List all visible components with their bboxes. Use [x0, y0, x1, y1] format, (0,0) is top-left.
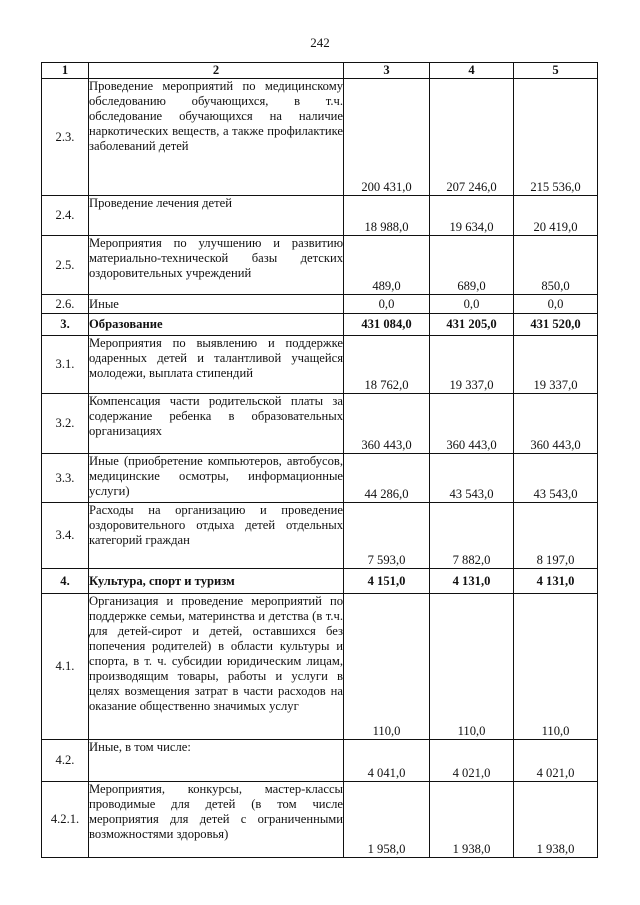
column-header: 3	[344, 63, 430, 79]
table-header-row	[42, 63, 598, 79]
row-description: Организация и проведение мероприятий по поддержке семьи, материнства и детства (в т.ч. для детей-сирот и детей, оставшихся без попечения родителей) в области культуры и спорта, в т. ч. субсидии юридическим лицам, производящим товары, работы и услуги в целях возмещения затрат в части расходов на оказание общественно значимых услуг	[89, 594, 344, 740]
value-col5: 43 543,0	[514, 454, 598, 503]
row-description: Расходы на организацию и проведение оздоровительного отдыха детей отдельных категорий граждан	[89, 503, 344, 569]
row-description: Образование	[89, 314, 344, 336]
row-description: Мероприятия по улучшению и развитию материально-технической базы детских оздоровительных учреждений	[89, 236, 344, 295]
value-col4: 1 938,0	[430, 782, 514, 858]
column-header: 1	[42, 63, 89, 79]
table-row	[42, 295, 598, 314]
row-description: Иные (приобретение компьютеров, автобусов, медицинские осмотры, информационные услуги)	[89, 454, 344, 503]
value-col5: 4 131,0	[514, 569, 598, 594]
table-row	[42, 236, 598, 295]
value-col5: 20 419,0	[514, 196, 598, 236]
row-number: 4.1.	[42, 594, 89, 740]
row-number: 3.	[42, 314, 89, 336]
page-number: 242	[310, 35, 330, 50]
value-col4: 689,0	[430, 236, 514, 295]
value-col5: 0,0	[514, 295, 598, 314]
value-col3: 200 431,0	[344, 79, 430, 196]
value-col4: 43 543,0	[430, 454, 514, 503]
value-col4: 7 882,0	[430, 503, 514, 569]
row-number: 2.5.	[42, 236, 89, 295]
row-description: Компенсация части родительской платы за содержание ребенка в образовательных организациях	[89, 394, 344, 454]
table-row	[42, 594, 598, 740]
row-description: Мероприятия по выявлению и поддержке одаренных детей и талантливой учащейся молодежи, выплата стипендий	[89, 336, 344, 394]
table-row	[42, 740, 598, 782]
value-col5: 4 021,0	[514, 740, 598, 782]
value-col3: 1 958,0	[344, 782, 430, 858]
table-row	[42, 196, 598, 236]
row-number: 3.2.	[42, 394, 89, 454]
column-header: 4	[430, 63, 514, 79]
value-col4: 110,0	[430, 594, 514, 740]
value-col4: 360 443,0	[430, 394, 514, 454]
value-col3: 110,0	[344, 594, 430, 740]
table-row	[42, 79, 598, 196]
row-number: 4.	[42, 569, 89, 594]
value-col3: 431 084,0	[344, 314, 430, 336]
value-col3: 489,0	[344, 236, 430, 295]
table-row	[42, 314, 598, 336]
row-description: Проведение мероприятий по медицинскому обследованию обучающихся, в т.ч. обследование обучающихся на наличие наркотических веществ, а также профилактике заболеваний детей	[89, 79, 344, 196]
value-col3: 18 762,0	[344, 336, 430, 394]
column-header: 5	[514, 63, 598, 79]
value-col3: 4 151,0	[344, 569, 430, 594]
budget-table	[41, 62, 598, 858]
value-col3: 360 443,0	[344, 394, 430, 454]
row-number: 3.1.	[42, 336, 89, 394]
table-row	[42, 503, 598, 569]
table-row	[42, 394, 598, 454]
value-col5: 215 536,0	[514, 79, 598, 196]
row-number: 4.2.1.	[42, 782, 89, 858]
value-col4: 19 634,0	[430, 196, 514, 236]
value-col4: 0,0	[430, 295, 514, 314]
row-number: 2.3.	[42, 79, 89, 196]
value-col5: 360 443,0	[514, 394, 598, 454]
value-col5: 8 197,0	[514, 503, 598, 569]
table-row	[42, 454, 598, 503]
value-col4: 207 246,0	[430, 79, 514, 196]
row-number: 3.3.	[42, 454, 89, 503]
column-header: 2	[89, 63, 344, 79]
table-row	[42, 782, 598, 858]
row-description: Иные	[89, 295, 344, 314]
row-number: 2.6.	[42, 295, 89, 314]
value-col5: 110,0	[514, 594, 598, 740]
value-col4: 19 337,0	[430, 336, 514, 394]
table-row	[42, 336, 598, 394]
value-col4: 4 021,0	[430, 740, 514, 782]
value-col4: 431 205,0	[430, 314, 514, 336]
value-col3: 44 286,0	[344, 454, 430, 503]
row-number: 2.4.	[42, 196, 89, 236]
value-col5: 1 938,0	[514, 782, 598, 858]
value-col3: 4 041,0	[344, 740, 430, 782]
value-col5: 431 520,0	[514, 314, 598, 336]
row-number: 4.2.	[42, 740, 89, 782]
row-description: Мероприятия, конкурсы, мастер-классы проводимые для детей (в том числе мероприятия для детей с ограниченными возможностями здоровья)	[89, 782, 344, 858]
value-col3: 18 988,0	[344, 196, 430, 236]
row-description: Проведение лечения детей	[89, 196, 344, 236]
value-col5: 19 337,0	[514, 336, 598, 394]
row-description: Иные, в том числе:	[89, 740, 344, 782]
table-row	[42, 569, 598, 594]
value-col3: 7 593,0	[344, 503, 430, 569]
value-col3: 0,0	[344, 295, 430, 314]
value-col4: 4 131,0	[430, 569, 514, 594]
value-col5: 850,0	[514, 236, 598, 295]
row-number: 3.4.	[42, 503, 89, 569]
row-description: Культура, спорт и туризм	[89, 569, 344, 594]
